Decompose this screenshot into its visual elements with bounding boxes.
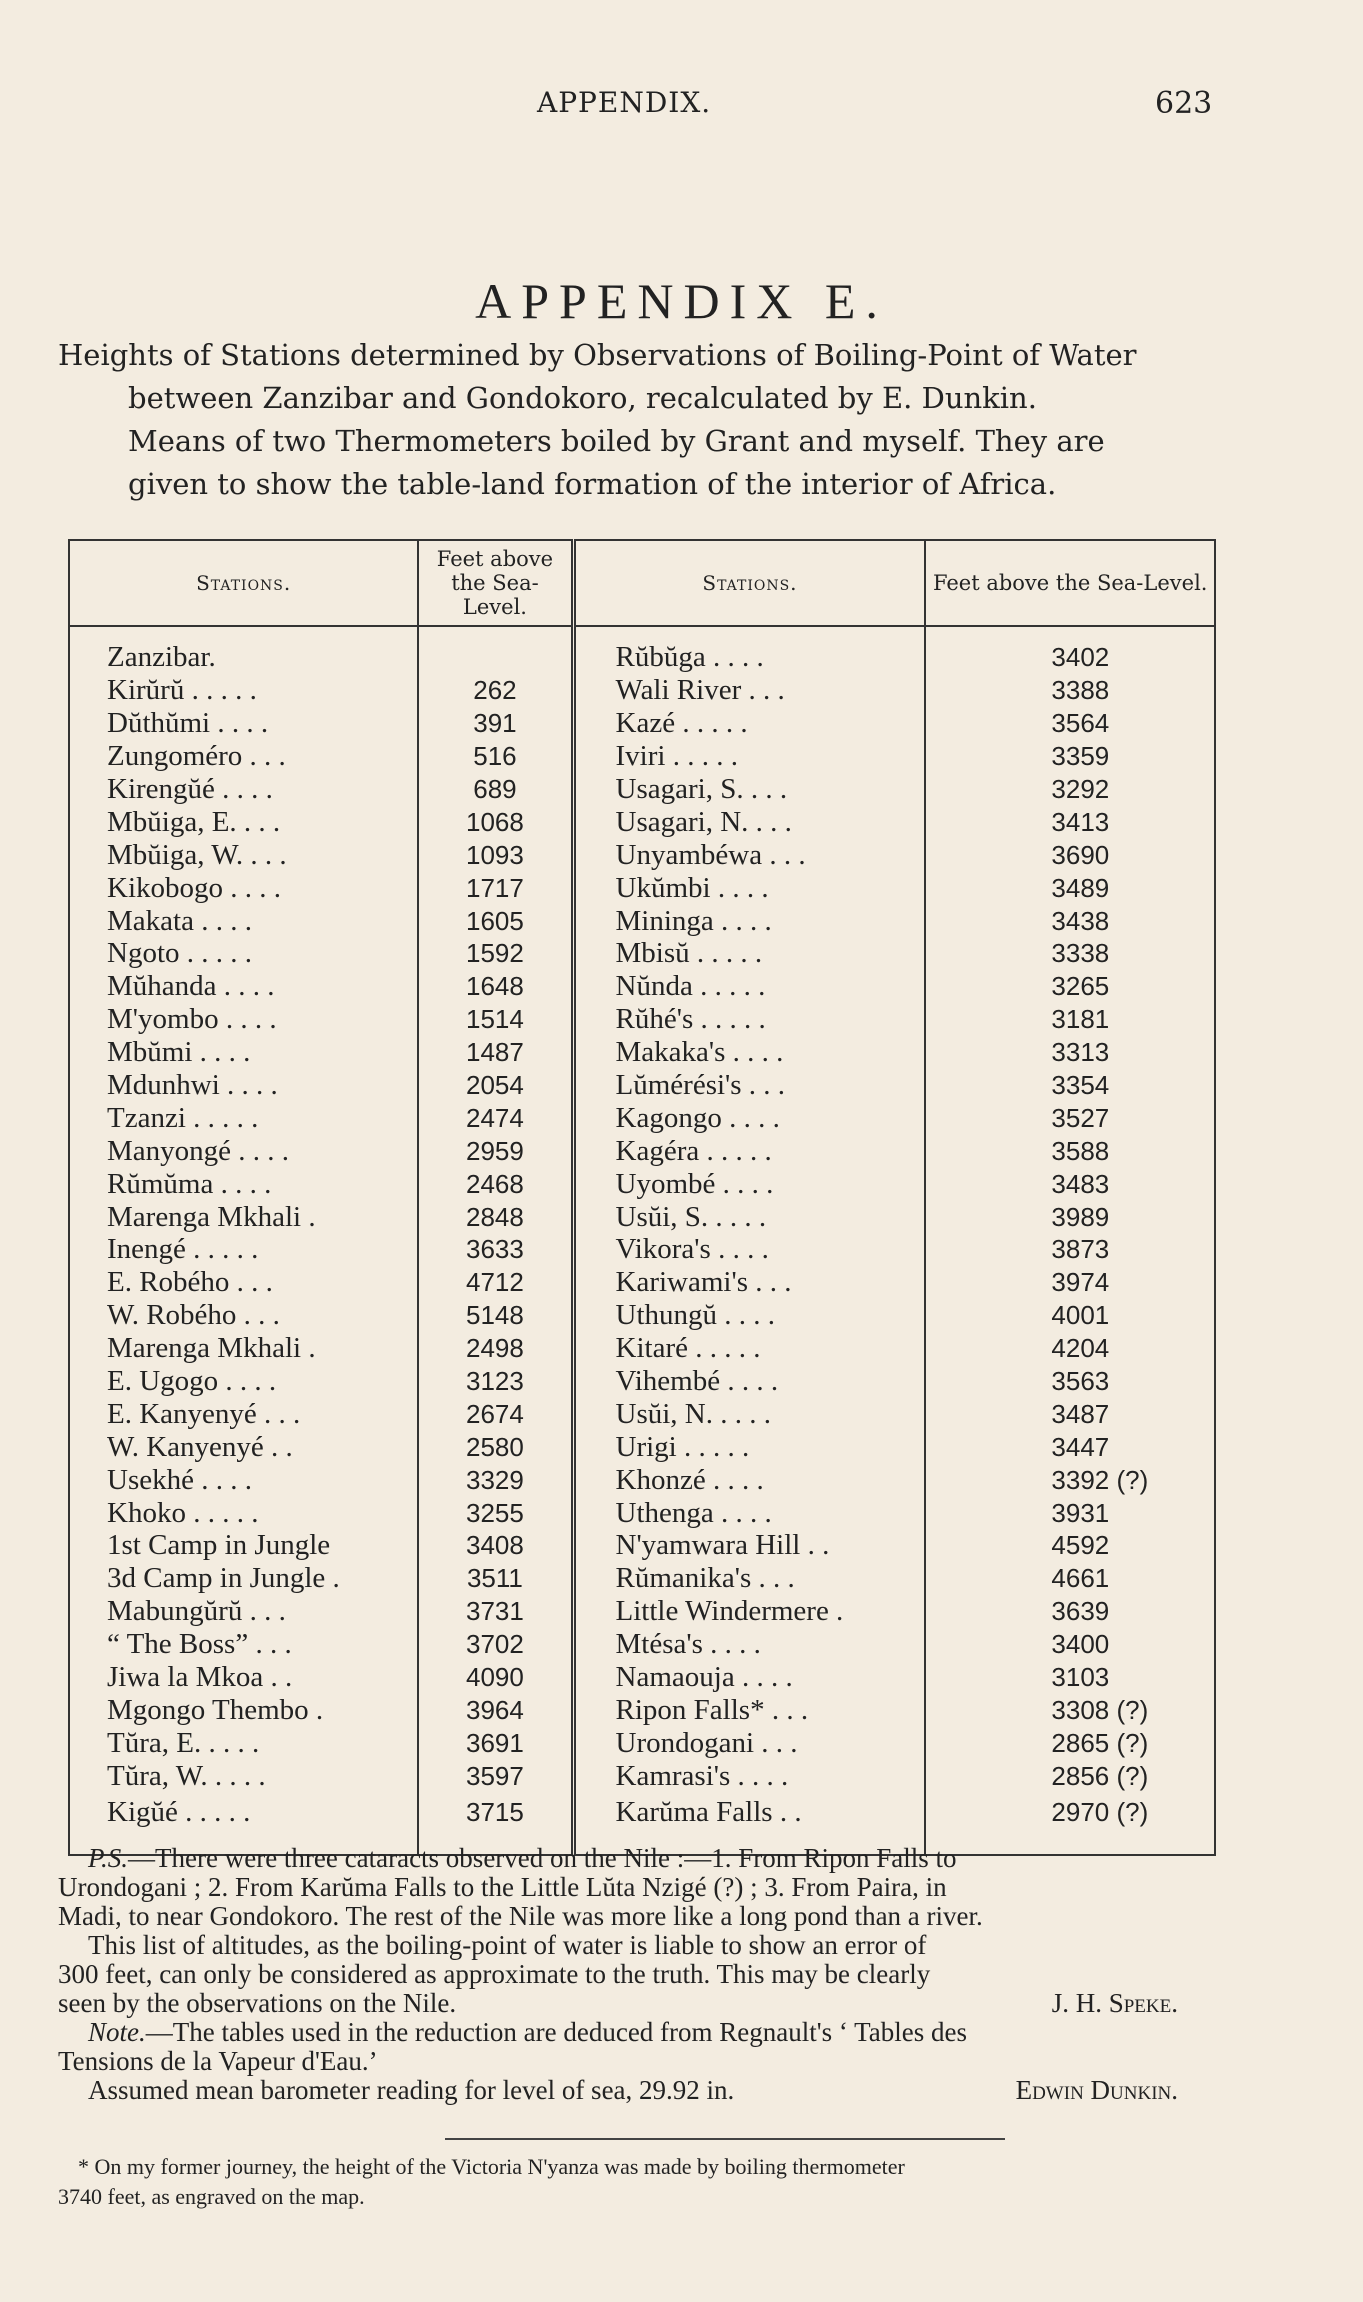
station-name-left: E. Robého . . .	[69, 1266, 418, 1299]
station-name-left: Mbŭiga, E. . . .	[69, 805, 418, 838]
station-height-left: 2848	[418, 1200, 573, 1233]
station-name-right: Ripon Falls* . . .	[573, 1694, 925, 1727]
station-height-right: 3564	[925, 707, 1215, 740]
station-height-left: 1717	[418, 871, 573, 904]
station-name-right: Usŭi, S. . . . .	[573, 1200, 925, 1233]
station-height-right: 3527	[925, 1101, 1215, 1134]
station-name-left: Mabungŭrŭ . . .	[69, 1595, 418, 1628]
station-height-right: 3447	[925, 1430, 1215, 1463]
station-height-right: 3181	[925, 1003, 1215, 1036]
table-row	[69, 1496, 1215, 1529]
header-feet-right: Feet above the Sea-Level.	[925, 540, 1215, 626]
table-row	[69, 871, 1215, 904]
station-height-right: 3338	[925, 937, 1215, 970]
station-height-left: 3964	[418, 1694, 573, 1727]
station-height-right: 3413	[925, 805, 1215, 838]
station-height-left	[418, 626, 573, 674]
table-row	[69, 970, 1215, 1003]
station-height-right: 3438	[925, 904, 1215, 937]
table-row	[69, 1463, 1215, 1496]
table-row	[69, 1759, 1215, 1792]
station-name-right: Kitaré . . . . .	[573, 1332, 925, 1365]
note-label: Note.	[88, 2017, 146, 2047]
table-row	[69, 1003, 1215, 1036]
table-row	[69, 773, 1215, 806]
intro-paragraph	[58, 334, 1218, 506]
table-row	[69, 1661, 1215, 1694]
station-height-right: 4204	[925, 1332, 1215, 1365]
station-height-left: 2498	[418, 1332, 573, 1365]
station-name-right: Urigi . . . . .	[573, 1430, 925, 1463]
note-text-1: —The tables used in the reduction are deduced from Regnault's ‘ Tables des	[145, 2017, 967, 2047]
table-row	[69, 1200, 1215, 1233]
station-height-left: 3123	[418, 1365, 573, 1398]
station-name-left: Kirengŭé . . . .	[69, 773, 418, 806]
station-name-left: Kirŭrŭ . . . . .	[69, 674, 418, 707]
station-name-right: Uthungŭ . . . .	[573, 1299, 925, 1332]
station-name-right: Kamrasi's . . . .	[573, 1759, 925, 1792]
altitude-line-3: seen by the observations on the Nile.	[58, 1988, 457, 2018]
station-height-right: 4592	[925, 1529, 1215, 1562]
header-stations-right: Stations.	[573, 540, 925, 626]
station-height-left: 4712	[418, 1266, 573, 1299]
table-row	[69, 937, 1215, 970]
station-name-right: Rŭhé's . . . . .	[573, 1003, 925, 1036]
station-name-left: Makata . . . .	[69, 904, 418, 937]
station-height-right: 3873	[925, 1233, 1215, 1266]
table-row	[69, 1562, 1215, 1595]
station-name-right: Usŭi, N. . . . .	[573, 1397, 925, 1430]
intro-line-4: given to show the table-land formation of the interior of Africa.	[128, 467, 1057, 501]
ps-line-2: Urondogani ; 2. From Karŭma Falls to the Little Lŭta Nzigé (?) ; 3. From Paira, in	[58, 1872, 947, 1902]
barometer-row	[58, 2076, 1218, 2105]
barometer-line: Assumed mean barometer reading for level of sea, 29.92 in.	[88, 2075, 735, 2105]
station-name-left: Kikobogo . . . .	[69, 871, 418, 904]
station-height-left: 2468	[418, 1167, 573, 1200]
station-name-right: Namaouja . . . .	[573, 1661, 925, 1694]
station-name-right: Rŭmanika's . . .	[573, 1562, 925, 1595]
station-name-right: Little Windermere .	[573, 1595, 925, 1628]
intro-line-1: Heights of Stations determined by Observations of Boiling-Point of Water	[58, 338, 1137, 372]
table-row	[69, 707, 1215, 740]
table-row	[69, 1101, 1215, 1134]
station-height-right: 3400	[925, 1628, 1215, 1661]
station-height-right: 3359	[925, 740, 1215, 773]
station-name-right: Lŭmérési's . . .	[573, 1069, 925, 1102]
footnote-line-1: * On my former journey, the height of the Victoria N'yanza was made by boiling thermometer	[78, 2154, 905, 2179]
table-row	[69, 1628, 1215, 1661]
intro-line-2: between Zanzibar and Gondokoro, recalculated by E. Dunkin.	[128, 381, 1037, 415]
station-name-left: 1st Camp in Jungle	[69, 1529, 418, 1562]
station-height-right: 3487	[925, 1397, 1215, 1430]
altitude-line-2: 300 feet, can only be considered as approximate to the truth. This may be clearly	[58, 1959, 931, 1989]
station-name-left: M'yombo . . . .	[69, 1003, 418, 1036]
table-row	[69, 1167, 1215, 1200]
station-height-left: 3633	[418, 1233, 573, 1266]
table-row	[69, 626, 1215, 674]
altitude-line-3-row	[58, 1989, 1218, 2018]
station-name-left: “ The Boss” . . .	[69, 1628, 418, 1661]
table-row	[69, 1595, 1215, 1628]
station-height-left: 2959	[418, 1134, 573, 1167]
station-name-left: Zanzibar.	[69, 626, 418, 674]
station-name-left: W. Kanyenyé . .	[69, 1430, 418, 1463]
station-height-left: 1068	[418, 805, 573, 838]
station-height-left: 2580	[418, 1430, 573, 1463]
station-height-right: 3388	[925, 674, 1215, 707]
station-name-right: Mtésa's . . . .	[573, 1628, 925, 1661]
station-name-right: Wali River . . .	[573, 674, 925, 707]
station-height-left: 689	[418, 773, 573, 806]
station-height-right: 4661	[925, 1562, 1215, 1595]
station-height-right: 2970 (?)	[925, 1792, 1215, 1855]
station-name-right: Rŭbŭga . . . .	[573, 626, 925, 674]
station-height-right: 3354	[925, 1069, 1215, 1102]
station-name-left: Zungoméro . . .	[69, 740, 418, 773]
station-height-left: 3731	[418, 1595, 573, 1628]
table-row	[69, 805, 1215, 838]
station-name-left: W. Robého . . .	[69, 1299, 418, 1332]
table-row	[69, 1529, 1215, 1562]
station-name-left: Tzanzi . . . . .	[69, 1101, 418, 1134]
header-stations-left: Stations.	[69, 540, 418, 626]
table-body	[69, 626, 1215, 1855]
station-height-right: 3308 (?)	[925, 1694, 1215, 1727]
note-line-2: Tensions de la Vapeur d'Eau.’	[58, 2046, 378, 2076]
station-height-right: 3588	[925, 1134, 1215, 1167]
station-name-left: E. Kanyenyé . . .	[69, 1397, 418, 1430]
station-height-left: 516	[418, 740, 573, 773]
station-name-right: Usagari, S. . . .	[573, 773, 925, 806]
footnote-line-2: 3740 feet, as engraved on the map.	[58, 2184, 365, 2209]
table-row	[69, 740, 1215, 773]
station-height-left: 3715	[418, 1792, 573, 1855]
station-height-right: 3931	[925, 1496, 1215, 1529]
stations-table	[68, 539, 1216, 1856]
station-name-right: Karŭma Falls . .	[573, 1792, 925, 1855]
table-row	[69, 1233, 1215, 1266]
station-name-left: Mdunhwi . . . .	[69, 1069, 418, 1102]
station-name-right: N'yamwara Hill . .	[573, 1529, 925, 1562]
station-name-right: Vihembé . . . .	[573, 1365, 925, 1398]
station-height-left: 3702	[418, 1628, 573, 1661]
station-name-left: 3d Camp in Jungle .	[69, 1562, 418, 1595]
station-height-right: 2865 (?)	[925, 1726, 1215, 1759]
station-name-right: Khonzé . . . .	[573, 1463, 925, 1496]
station-height-left: 3255	[418, 1496, 573, 1529]
station-name-right: Unyambéwa . . .	[573, 838, 925, 871]
station-height-left: 1093	[418, 838, 573, 871]
station-name-right: Urondogani . . .	[573, 1726, 925, 1759]
running-title: APPENDIX.	[537, 86, 712, 119]
ps-line-1	[58, 1844, 1218, 1873]
table-row	[69, 1694, 1215, 1727]
station-height-right: 3292	[925, 773, 1215, 806]
station-name-left: Dŭthŭmi . . . .	[69, 707, 418, 740]
station-name-left: Usekhé . . . .	[69, 1463, 418, 1496]
station-height-right: 3392 (?)	[925, 1463, 1215, 1496]
station-height-left: 1648	[418, 970, 573, 1003]
ps-line-3: Madi, to near Gondokoro. The rest of the Nile was more like a long pond than a river.	[58, 1901, 983, 1931]
station-height-right: 3313	[925, 1036, 1215, 1069]
station-name-right: Kagongo . . . .	[573, 1101, 925, 1134]
station-name-left: Manyongé . . . .	[69, 1134, 418, 1167]
table-row	[69, 1397, 1215, 1430]
station-name-left: Ngoto . . . . .	[69, 937, 418, 970]
station-name-right: Usagari, N. . . .	[573, 805, 925, 838]
station-height-left: 2474	[418, 1101, 573, 1134]
table-row	[69, 1134, 1215, 1167]
table-row	[69, 838, 1215, 871]
footnote	[58, 2152, 1218, 2212]
station-name-left: Tŭra, W. . . . .	[69, 1759, 418, 1792]
station-height-left: 4090	[418, 1661, 573, 1694]
station-name-right: Ukŭmbi . . . .	[573, 871, 925, 904]
station-name-right: Mbisŭ . . . . .	[573, 937, 925, 970]
station-height-left: 3597	[418, 1759, 573, 1792]
station-height-left: 1487	[418, 1036, 573, 1069]
station-height-left: 3408	[418, 1529, 573, 1562]
table-row	[69, 1365, 1215, 1398]
station-name-right: Uthenga . . . .	[573, 1496, 925, 1529]
ps-label: P.S.	[88, 1843, 129, 1873]
speke-signature: J. H. Speke.	[1051, 1988, 1178, 2018]
table-row	[69, 1726, 1215, 1759]
station-height-right: 3563	[925, 1365, 1215, 1398]
station-name-left: Rŭmŭma . . . .	[69, 1167, 418, 1200]
table-header-row	[69, 540, 1215, 626]
station-name-right: Uyombé . . . .	[573, 1167, 925, 1200]
station-name-left: Tŭra, E. . . . .	[69, 1726, 418, 1759]
station-name-left: Jiwa la Mkoa . .	[69, 1661, 418, 1694]
station-height-left: 3691	[418, 1726, 573, 1759]
table-row	[69, 1069, 1215, 1102]
table-row	[69, 1299, 1215, 1332]
station-name-left: E. Ugogo . . . .	[69, 1365, 418, 1398]
station-height-left: 2674	[418, 1397, 573, 1430]
station-height-right: 3639	[925, 1595, 1215, 1628]
header-feet-left: Feet above the Sea-Level.	[418, 540, 573, 626]
station-name-left: Marenga Mkhali .	[69, 1200, 418, 1233]
note-line-1	[58, 2018, 1218, 2047]
station-name-left: Mŭhanda . . . .	[69, 970, 418, 1003]
station-height-left: 262	[418, 674, 573, 707]
station-height-left: 1592	[418, 937, 573, 970]
station-name-left: Mbŭiga, W. . . .	[69, 838, 418, 871]
station-height-left: 391	[418, 707, 573, 740]
table-row	[69, 904, 1215, 937]
appendix-heading: APPENDIX E.	[475, 272, 888, 329]
station-height-right: 2856 (?)	[925, 1759, 1215, 1792]
table-row	[69, 674, 1215, 707]
ps-text-1: —There were three cataracts observed on the Nile :—1. From Ripon Falls to	[128, 1843, 957, 1873]
station-name-left: Mbŭmi . . . .	[69, 1036, 418, 1069]
station-name-right: Iviri . . . . .	[573, 740, 925, 773]
station-height-right: 3974	[925, 1266, 1215, 1299]
dunkin-signature: Edwin Dunkin.	[1015, 2075, 1178, 2105]
station-name-right: Kagéra . . . . .	[573, 1134, 925, 1167]
notes-block	[58, 1844, 1218, 2105]
station-height-right: 3265	[925, 970, 1215, 1003]
station-height-left: 1514	[418, 1003, 573, 1036]
station-height-left: 5148	[418, 1299, 573, 1332]
station-height-right: 3989	[925, 1200, 1215, 1233]
station-height-right: 3489	[925, 871, 1215, 904]
station-height-left: 3511	[418, 1562, 573, 1595]
running-head	[0, 86, 1363, 126]
station-name-left: Khoko . . . . .	[69, 1496, 418, 1529]
table-row	[69, 1430, 1215, 1463]
station-name-right: Kazé . . . . .	[573, 707, 925, 740]
station-height-right: 3690	[925, 838, 1215, 871]
station-name-left: Inengé . . . . .	[69, 1233, 418, 1266]
table-row	[69, 1332, 1215, 1365]
station-height-right: 4001	[925, 1299, 1215, 1332]
station-name-right: Vikora's . . . .	[573, 1233, 925, 1266]
station-height-right: 3103	[925, 1661, 1215, 1694]
station-height-left: 1605	[418, 904, 573, 937]
station-name-right: Mininga . . . .	[573, 904, 925, 937]
station-height-left: 3329	[418, 1463, 573, 1496]
station-name-right: Kariwami's . . .	[573, 1266, 925, 1299]
station-name-left: Mgongo Thembo .	[69, 1694, 418, 1727]
page-number: 623	[1155, 86, 1213, 121]
station-height-left: 2054	[418, 1069, 573, 1102]
altitude-line-1: This list of altitudes, as the boiling-point of water is liable to show an error of	[88, 1930, 927, 1960]
footnote-rule	[445, 2138, 1005, 2140]
station-height-right: 3402	[925, 626, 1215, 674]
table-row	[69, 1266, 1215, 1299]
station-height-right: 3483	[925, 1167, 1215, 1200]
station-name-left: Kigŭé . . . . .	[69, 1792, 418, 1855]
station-name-left: Marenga Mkhali .	[69, 1332, 418, 1365]
station-name-right: Makaka's . . . .	[573, 1036, 925, 1069]
table-row	[69, 1036, 1215, 1069]
intro-line-3: Means of two Thermometers boiled by Grant and myself. They are	[128, 424, 1105, 458]
station-name-right: Nŭnda . . . . .	[573, 970, 925, 1003]
